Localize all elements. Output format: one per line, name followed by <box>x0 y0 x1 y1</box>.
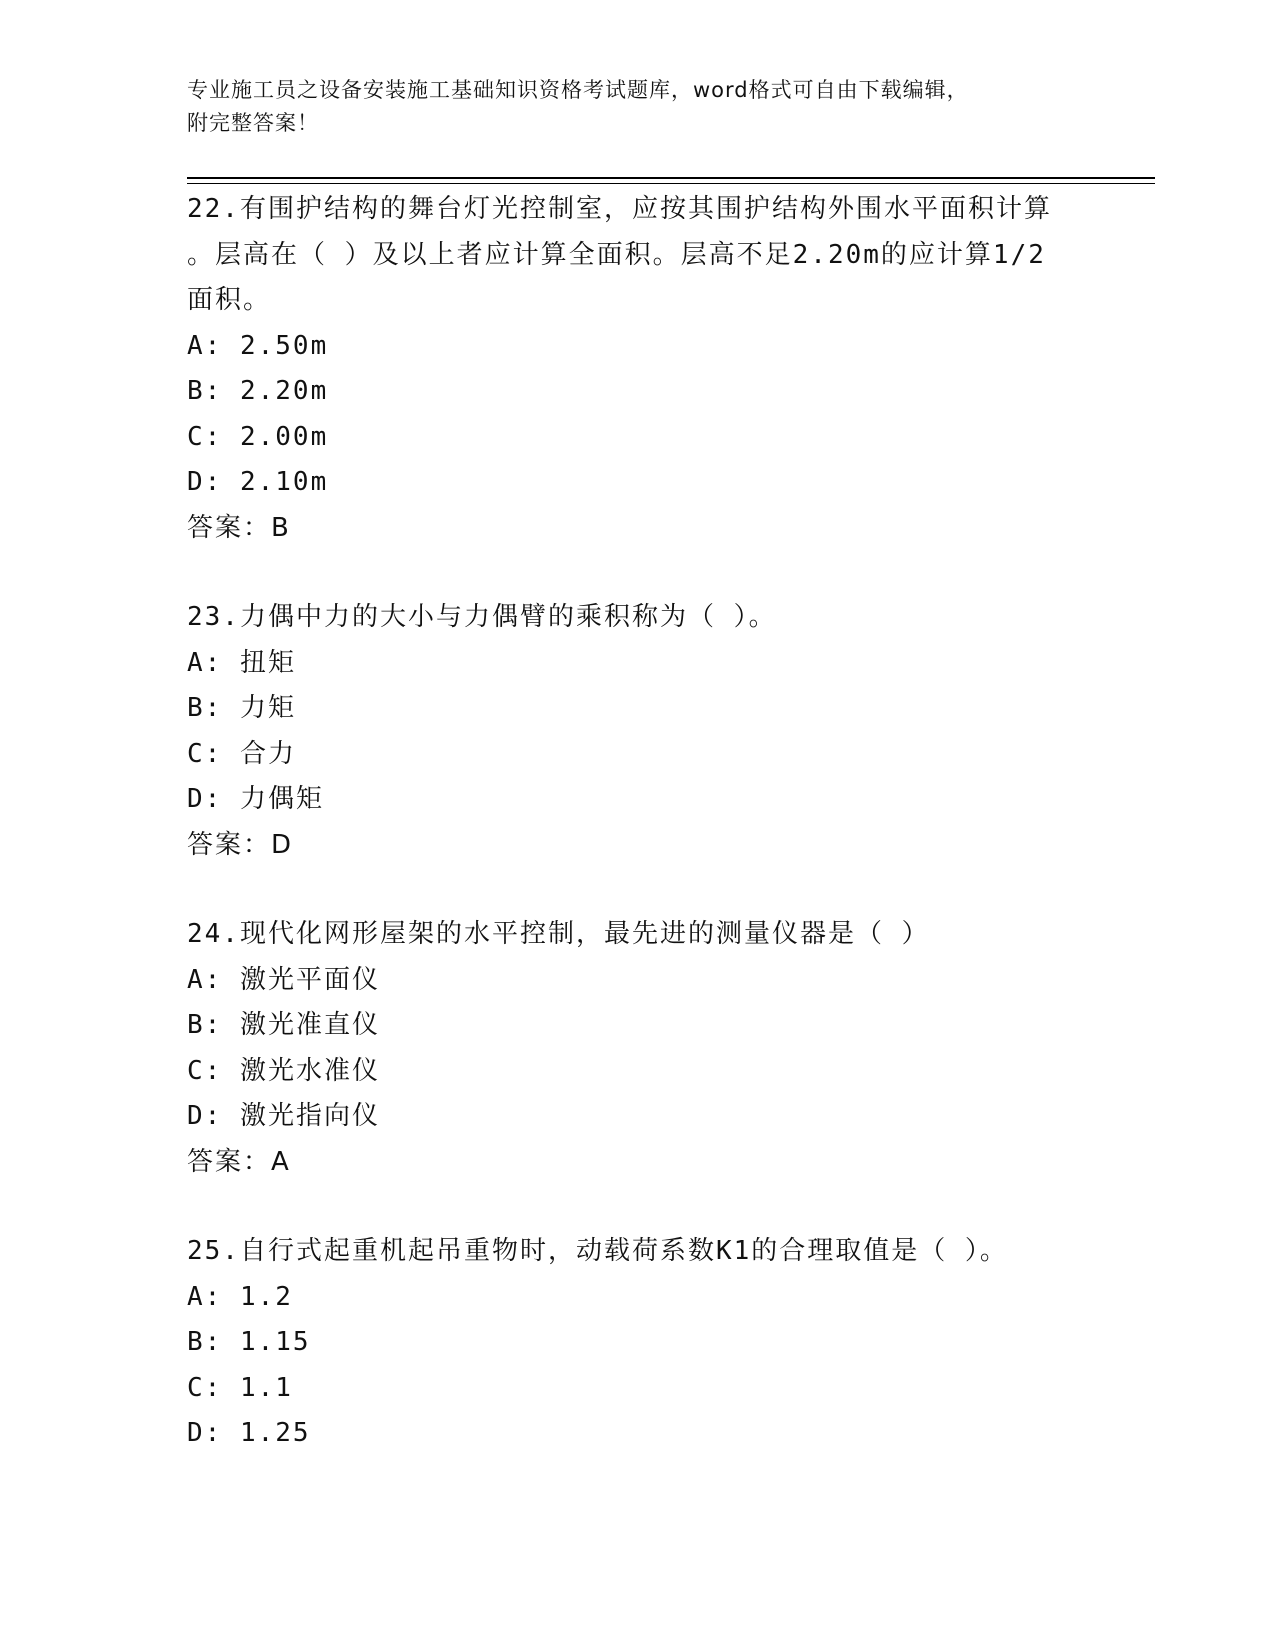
option-b: B: 力矩 <box>187 693 296 723</box>
option-a: A: 2.50m <box>187 330 329 361</box>
option-c: C: 1.1 <box>187 1372 293 1403</box>
option-d: D: 力偶矩 <box>187 784 324 814</box>
question-22 <box>187 187 1087 551</box>
answer-line: 答案：A <box>187 1146 291 1177</box>
question-stem-line: 24.现代化网形屋架的水平控制，最先进的测量仪器是（ ） <box>187 919 930 949</box>
question-24 <box>187 912 1087 1185</box>
question-stem-line: 22.有围护结构的舞台灯光控制室，应按其围护结构外围水平面积计算 <box>187 194 1052 224</box>
document-header <box>187 74 1087 140</box>
header-rule-thick <box>187 177 1155 179</box>
question-stem-line: 23.力偶中力的大小与力偶臂的乘积称为（ ）。 <box>187 602 777 632</box>
answer-line: 答案：D <box>187 829 294 860</box>
option-a: A: 1.2 <box>187 1281 293 1312</box>
option-a: A: 激光平面仪 <box>187 964 380 995</box>
option-d: D: 1.25 <box>187 1418 311 1448</box>
header-rule-thin <box>187 183 1155 184</box>
option-d: D: 激光指向仪 <box>187 1101 380 1131</box>
question-list <box>187 187 1087 1501</box>
question-23 <box>187 595 1087 868</box>
option-c: C: 2.00m <box>187 421 329 452</box>
header-line-2: 附完整答案！ <box>187 111 319 135</box>
question-25 <box>187 1229 1087 1457</box>
option-c: C: 合力 <box>187 738 296 769</box>
option-b: B: 激光准直仪 <box>187 1010 380 1040</box>
header-line-1: 专业施工员之设备安装施工基础知识资格考试题库，word格式可自由下载编辑， <box>187 78 969 102</box>
option-a: A: 扭矩 <box>187 647 296 678</box>
question-stem-line: 。层高在（ ）及以上者应计算全面积。层高不足2.20m的应计算1/2 <box>187 239 1046 270</box>
question-stem-line: 25.自行式起重机起吊重物时，动载荷系数K1的合理取值是（ ）。 <box>187 1236 1008 1266</box>
option-d: D: 2.10m <box>187 467 329 497</box>
option-b: B: 2.20m <box>187 376 329 406</box>
question-stem-line: 面积。 <box>187 285 272 315</box>
answer-line: 答案：B <box>187 512 291 543</box>
option-b: B: 1.15 <box>187 1327 311 1357</box>
option-c: C: 激光水准仪 <box>187 1055 380 1086</box>
